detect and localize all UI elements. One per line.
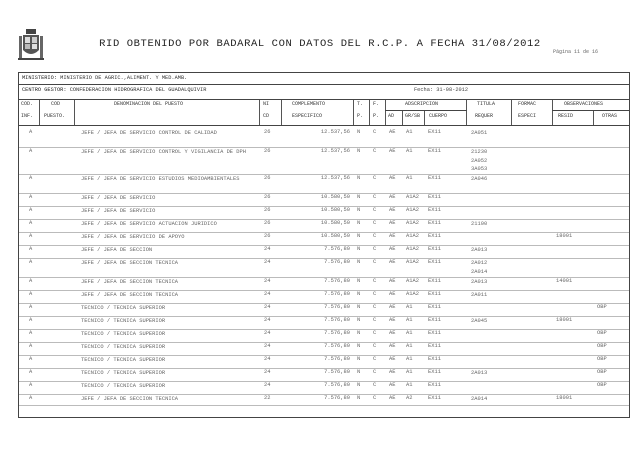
cell-gr: A1 [406,356,413,362]
cell-gr: A1A2 [406,246,419,252]
table-row [19,382,629,395]
cell-imp: 7.576,80 [324,317,350,323]
cell-den: JEFE / JEFA DE SECCION TECNICA [81,396,179,402]
cell-ad: AE [389,330,396,336]
cell-cu: EX11 [428,259,441,265]
cell-gr: A1A2 [406,233,419,239]
cell-t: N [357,369,361,375]
cell-imp: 10.580,50 [320,220,350,226]
cell-ni: 26 [264,233,271,239]
cell-cu: EX11 [428,278,441,284]
header-otras: OTRAS [602,113,618,119]
table-row [19,304,629,317]
centro-label: CENTRO GESTOR: [22,87,67,93]
cell-imp: 7.576,80 [324,382,350,388]
cell-cu: EX11 [428,382,441,388]
cell-t: N [357,343,361,349]
cell-cu: EX11 [428,304,441,310]
report-table [18,72,630,418]
table-row [19,220,629,233]
header-adscripcion: ADSCRIPCION [405,101,439,107]
cell-ad: AE [389,220,396,226]
header-especi: ESPECI [518,113,537,119]
cell-t: N [357,175,361,181]
cell-p: C [373,129,377,135]
cell-cu: EX11 [428,330,441,336]
table-row [19,207,629,220]
cell-ni: 26 [264,220,271,226]
cell-cu: EX11 [428,194,441,200]
cell-ni: 24 [264,356,271,362]
header-ad: AD [388,113,395,119]
cell-ad: AE [389,343,396,349]
cell-inf: A [29,369,33,375]
cell-tit: 2A013 [471,247,488,253]
cell-inf: A [29,246,33,252]
cell-tit: 2A013 [471,279,488,285]
cell-p: C [373,233,377,239]
cell-p: C [373,395,377,401]
cell-imp: 10.580,50 [320,207,350,213]
table-row [19,233,629,246]
cell-ad: AE [389,194,396,200]
cell-inf: A [29,395,33,401]
cell-cu: EX11 [428,343,441,349]
cell-ni: 26 [264,148,271,154]
table-row [19,330,629,343]
cell-den: JEFE / JEFA DE SECCION TECNICA [81,260,179,266]
cell-gr: A1 [406,369,413,375]
table-row [19,369,629,382]
cell-ad: AE [389,382,396,388]
cell-cu: EX11 [428,175,441,181]
header-fp: P. [373,113,380,119]
cell-gr: A2 [406,395,413,401]
cell-t: N [357,382,361,388]
header-denominacion: DENOMINACION DEL PUESTO [114,101,184,107]
cell-res: 18001 [556,395,573,401]
header-formac: FORMAC [518,101,537,107]
cell-gr: A1A2 [406,278,419,284]
table-row [19,317,629,330]
cell-gr: A1 [406,343,413,349]
cell-res: 18001 [556,317,573,323]
cell-inf: A [29,259,33,265]
header-especifico: ESPECIFICO [292,113,323,119]
cell-imp: 7.576,80 [324,330,350,336]
cell-otr: OBP [597,343,607,349]
cell-t: N [357,129,361,135]
cell-ad: AE [389,278,396,284]
cell-t: N [357,317,361,323]
cell-t: N [357,207,361,213]
cell-inf: A [29,382,33,388]
cell-cu: EX11 [428,220,441,226]
cell-gr: A1A2 [406,259,419,265]
ministerio-label: MINISTERIO: [22,75,57,81]
header-cd: CD [263,113,270,119]
report-title: RID OBTENIDO POR BADARAL CON DATOS DEL R.C.P. A FECHA 31/08/2012 [99,38,541,50]
cell-tit: 2A012 2A014 [471,260,488,275]
cell-ad: AE [389,317,396,323]
cell-t: N [357,148,361,154]
fecha-label: Fecha: 31-08-2012 [414,87,469,93]
cell-imp: 10.580,50 [320,194,350,200]
cell-den: JEFE / JEFA DE SERVICIO ACTUACION JURIDICO [81,221,217,227]
cell-t: N [357,291,361,297]
cell-imp: 7.576,80 [324,395,350,401]
page-number: Página 11 de 16 [552,49,598,55]
table-row [19,194,629,207]
cell-den: JEFE / JEFA DE SERVICIO DE APOYO [81,234,185,240]
cell-den: JEFE / JEFA DE SERVICIO CONTROL DE CALIDAD [81,130,217,136]
cell-gr: A1A2 [406,207,419,213]
cell-inf: A [29,356,33,362]
cell-p: C [373,330,377,336]
cell-p: C [373,175,377,181]
cell-ad: AE [389,246,396,252]
cell-t: N [357,246,361,252]
header-observaciones: OBSERVACIONES [564,101,604,107]
cell-t: N [357,278,361,284]
cell-cu: EX11 [428,246,441,252]
cell-den: JEFE / JEFA DE SECCION TECNICA [81,292,179,298]
cell-t: N [357,356,361,362]
header-tp: P. [357,113,364,119]
cell-cu: EX11 [428,129,441,135]
cell-ni: 24 [264,304,271,310]
cell-cu: EX11 [428,233,441,239]
cell-inf: A [29,291,33,297]
cell-t: N [357,259,361,265]
cell-inf: A [29,175,33,181]
cell-otr: OBP [597,382,607,388]
cell-inf: A [29,278,33,284]
cell-ni: 26 [264,194,271,200]
cell-den: TECNICO / TECNICA SUPERIOR [81,383,166,389]
cell-imp: 7.576,80 [324,291,350,297]
cell-ad: AE [389,148,396,154]
cell-ni: 26 [264,129,271,135]
cell-ni: 24 [264,317,271,323]
cell-t: N [357,233,361,239]
cell-t: N [357,194,361,200]
header-cod: COD. [21,101,34,107]
cell-imp: 7.576,80 [324,278,350,284]
cell-t: N [357,304,361,310]
cell-ni: 24 [264,278,271,284]
cell-ni: 26 [264,207,271,213]
table-row [19,259,629,278]
ministerio-line [22,75,187,81]
cell-ni: 24 [264,343,271,349]
cell-den: JEFE / JEFA DE SECCION TECNICA [81,279,179,285]
cell-inf: A [29,129,33,135]
cell-tit: 21230 2A052 3A053 [471,149,488,172]
table-row [19,129,629,148]
table-row [19,291,629,304]
cell-p: C [373,207,377,213]
header-inf: INF. [21,113,34,119]
cell-inf: A [29,317,33,323]
cell-tit: 21100 [471,221,488,227]
cell-ad: AE [389,129,396,135]
cell-gr: A1A2 [406,220,419,226]
cell-p: C [373,382,377,388]
cell-t: N [357,395,361,401]
cell-ad: AE [389,356,396,362]
cell-imp: 7.576,80 [324,343,350,349]
header-cod-puesto: COD [51,101,61,107]
table-row [19,175,629,194]
cell-imp: 7.576,80 [324,369,350,375]
cell-cu: EX11 [428,207,441,213]
table-row [19,343,629,356]
cell-ad: AE [389,259,396,265]
cell-ni: 24 [264,330,271,336]
cell-inf: A [29,148,33,154]
cell-gr: A1 [406,304,413,310]
cell-ad: AE [389,304,396,310]
header-gr: GR/SB [405,113,421,119]
header-complemento: COMPLEMENTO [292,101,326,107]
cell-imp: 7.576,80 [324,246,350,252]
cell-res: 18001 [556,233,573,239]
table-row [19,246,629,259]
cell-t: N [357,330,361,336]
cell-tit: 2A013 [471,370,488,376]
cell-imp: 7.576,80 [324,304,350,310]
cell-otr: OBP [597,330,607,336]
cell-tit: 2A045 [471,318,488,324]
cell-otr: OBP [597,369,607,375]
cell-p: C [373,148,377,154]
cell-t: N [357,220,361,226]
centro-value: CONFEDERACION HIDROGRAFICA DEL GUADALQUIVIR [69,87,207,93]
cell-ni: 24 [264,369,271,375]
cell-inf: A [29,194,33,200]
header-titula: TITULA [477,101,496,107]
cell-den: TECNICO / TECNICA SUPERIOR [81,318,166,324]
cell-p: C [373,194,377,200]
table-row [19,395,629,406]
cell-inf: A [29,207,33,213]
cell-den: TECNICO / TECNICA SUPERIOR [81,370,166,376]
cell-den: JEFE / JEFA DE SERVICIO CONTROL Y VIGILANCIA DE DPH [81,149,246,155]
cell-den: TECNICO / TECNICA SUPERIOR [81,344,166,350]
header-cuerpo: CUERPO [429,113,448,119]
cell-p: C [373,278,377,284]
header-f: F. [373,101,380,107]
header-ni: NI [263,101,270,107]
cell-den: TECNICO / TECNICA SUPERIOR [81,305,166,311]
cell-gr: A1 [406,175,413,181]
cell-imp: 12.537,56 [320,175,350,181]
cell-p: C [373,259,377,265]
cell-gr: A1A2 [406,194,419,200]
cell-ni: 22 [264,395,271,401]
cell-ad: AE [389,369,396,375]
cell-gr: A1A2 [406,291,419,297]
ministerio-value: MINISTERIO DE AGRIC.,ALIMENT. Y MED.AMB. [60,75,188,81]
cell-otr: OBP [597,304,607,310]
cell-tit: 2A046 [471,176,488,182]
cell-inf: A [29,233,33,239]
cell-den: JEFE / JEFA DE SERVICIO ESTUDIOS MEDIOAMBIENTALES [81,176,240,182]
cell-cu: EX11 [428,317,441,323]
cell-imp: 10.580,50 [320,233,350,239]
cell-ad: AE [389,395,396,401]
cell-inf: A [29,330,33,336]
cell-ni: 24 [264,291,271,297]
cell-ad: AE [389,207,396,213]
header-puesto: PUESTO. [44,113,66,119]
cell-den: TECNICO / TECNICA SUPERIOR [81,357,166,363]
cell-inf: A [29,304,33,310]
table-row [19,278,629,291]
cell-otr: OBP [597,356,607,362]
header-resid: RESID [558,113,574,119]
cell-ad: AE [389,175,396,181]
cell-ni: 24 [264,382,271,388]
cell-imp: 7.576,80 [324,259,350,265]
header-requer: REQUER [475,113,494,119]
cell-gr: A1 [406,129,413,135]
cell-gr: A1 [406,330,413,336]
cell-cu: EX11 [428,395,441,401]
cell-p: C [373,317,377,323]
centro-line [22,87,206,93]
cell-p: C [373,343,377,349]
cell-ni: 24 [264,259,271,265]
cell-den: TECNICO / TECNICA SUPERIOR [81,331,166,337]
cell-ni: 24 [264,246,271,252]
cell-imp: 12.537,56 [320,148,350,154]
cell-ad: AE [389,233,396,239]
cell-tit: 2A014 [471,396,488,402]
cell-cu: EX11 [428,356,441,362]
cell-den: JEFE / JEFA DE SERVICIO [81,208,156,214]
cell-imp: 12.537,56 [320,129,350,135]
cell-cu: EX11 [428,291,441,297]
table-row [19,148,629,175]
cell-den: JEFE / JEFA DE SECCION [81,247,153,253]
table-row [19,356,629,369]
cell-gr: A1 [406,148,413,154]
cell-cu: EX11 [428,369,441,375]
cell-gr: A1 [406,382,413,388]
header-t: T. [357,101,364,107]
cell-gr: A1 [406,317,413,323]
cell-cu: EX11 [428,148,441,154]
cell-ni: 26 [264,175,271,181]
cell-p: C [373,304,377,310]
cell-imp: 7.576,80 [324,356,350,362]
cell-tit: 2A011 [471,292,488,298]
cell-p: C [373,291,377,297]
cell-p: C [373,246,377,252]
cell-p: C [373,356,377,362]
cell-inf: A [29,220,33,226]
cell-tit: 2A051 [471,130,488,136]
cell-p: C [373,369,377,375]
cell-ad: AE [389,291,396,297]
cell-p: C [373,220,377,226]
cell-inf: A [29,343,33,349]
cell-res: 14001 [556,278,573,284]
cell-den: JEFE / JEFA DE SERVICIO [81,195,156,201]
